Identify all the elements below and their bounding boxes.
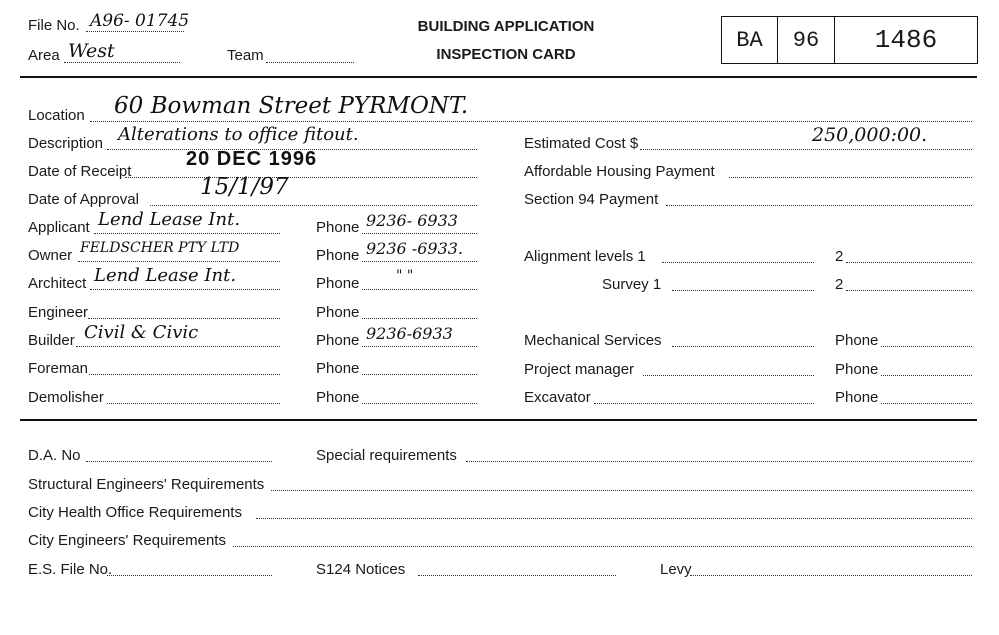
applicant-phone-label: Phone (316, 219, 360, 236)
survey-1-line (672, 290, 814, 291)
survey-2-label: 2 (835, 276, 844, 293)
card-title-line1: BUILDING APPLICATION (417, 18, 595, 35)
location-line (90, 121, 972, 122)
alignment-2-line (846, 262, 972, 263)
special-requirements-line (466, 461, 972, 462)
da-no-label: D.A. No (28, 447, 81, 464)
description-value: Alterations to office fitout. (118, 124, 359, 145)
demolisher-phone-line (362, 403, 477, 404)
owner-line (78, 261, 280, 262)
builder-phone-value: 9236-6933 (366, 324, 453, 343)
owner-phone-value: 9236 -6933. (366, 239, 464, 258)
project-manager-line (643, 375, 814, 376)
ref-year: 96 (778, 17, 835, 63)
ref-prefix: BA (722, 17, 778, 63)
receipt-date-stamp: 20 DEC 1996 (186, 148, 318, 170)
approval-label: Date of Approval (28, 191, 139, 208)
excavator-line (594, 403, 814, 404)
survey-label: Survey 1 (602, 276, 662, 293)
header-divider (20, 76, 977, 78)
owner-phone-label: Phone (316, 247, 360, 264)
excavator-phone-line (881, 403, 972, 404)
description-label: Description (28, 135, 104, 152)
architect-phone-line (362, 289, 477, 290)
builder-value: Civil & Civic (84, 322, 199, 343)
architect-label: Architect (28, 275, 87, 292)
da-no-line (86, 461, 272, 462)
city-engineers-line (233, 546, 972, 547)
engineer-line (88, 318, 280, 319)
applicant-phone-value: 9236- 6933 (366, 211, 458, 230)
requirements-divider (20, 419, 977, 421)
applicant-line (94, 233, 280, 234)
receipt-label: Date of Receipt (28, 163, 132, 180)
file-no-label: File No. (28, 17, 80, 34)
ref-number: 1486 (874, 25, 938, 55)
survey-2-line (846, 290, 972, 291)
mechanical-services-label: Mechanical Services (524, 332, 662, 349)
applicant-label: Applicant (28, 219, 90, 236)
demolisher-line (107, 403, 280, 404)
excavator-phone-label: Phone (835, 389, 879, 406)
structural-engineers-label: Structural Engineers' Requirements (28, 476, 265, 493)
affordable-housing-label: Affordable Housing Payment (524, 163, 715, 180)
affordable-housing-line (729, 177, 972, 178)
es-file-line (107, 575, 272, 576)
owner-value: FELDSCHER PTY LTD (80, 240, 240, 256)
architect-phone-ditto: " " (396, 268, 414, 284)
alignment-levels-label: Alignment levels 1 (524, 248, 646, 265)
applicant-value: Lend Lease Int. (98, 209, 241, 230)
alignment-2-label: 2 (835, 248, 844, 265)
alignment-1-line (662, 262, 814, 263)
receipt-line (125, 177, 477, 178)
mechanical-phone-label: Phone (835, 332, 879, 349)
engineer-label: Engineer (28, 304, 89, 321)
location-label: Location (28, 107, 85, 124)
mechanical-phone-line (881, 346, 972, 347)
team-line (266, 62, 354, 63)
levy-label: Levy (660, 561, 692, 578)
card-title-line2: INSPECTION CARD (436, 46, 576, 63)
mechanical-services-line (672, 346, 814, 347)
estimated-cost-line (640, 149, 972, 150)
owner-phone-line (362, 261, 477, 262)
special-requirements-label: Special requirements (316, 447, 457, 464)
foreman-line (89, 374, 280, 375)
builder-phone-line (362, 346, 477, 347)
builder-phone-label: Phone (316, 332, 360, 349)
city-health-label: City Health Office Requirements (28, 504, 242, 521)
location-value: 60 Bowman Street PYRMONT. (114, 93, 469, 119)
area-label: Area (28, 47, 60, 64)
engineer-phone-label: Phone (316, 304, 360, 321)
project-manager-label: Project manager (524, 361, 635, 378)
s124-notices-label: S124 Notices (316, 561, 406, 578)
demolisher-label: Demolisher (28, 389, 104, 406)
project-manager-phone-line (881, 375, 972, 376)
es-file-label: E.S. File No. (28, 561, 113, 578)
applicant-phone-line (362, 233, 477, 234)
city-health-line (256, 518, 972, 519)
levy-line (690, 575, 972, 576)
area-line (64, 62, 180, 63)
builder-line (76, 346, 280, 347)
project-manager-phone-label: Phone (835, 361, 879, 378)
foreman-label: Foreman (28, 360, 89, 377)
area-value: West (68, 40, 115, 62)
foreman-phone-label: Phone (316, 360, 360, 377)
architect-phone-label: Phone (316, 275, 360, 292)
team-label: Team (227, 47, 264, 64)
excavator-label: Excavator (524, 389, 591, 406)
reference-box (721, 16, 978, 64)
builder-label: Builder (28, 332, 75, 349)
structural-engineers-line (271, 490, 972, 491)
demolisher-phone-label: Phone (316, 389, 360, 406)
section94-line (666, 205, 972, 206)
foreman-phone-line (362, 374, 477, 375)
section94-label: Section 94 Payment (524, 191, 659, 208)
owner-label: Owner (28, 247, 73, 264)
city-engineers-label: City Engineers' Requirements (28, 532, 226, 549)
architect-value: Lend Lease Int. (94, 265, 237, 286)
file-no-value: A96- 01745 (90, 11, 190, 31)
engineer-phone-line (362, 318, 477, 319)
estimated-cost-value: 250,000:00. (812, 124, 928, 146)
architect-line (90, 289, 280, 290)
approval-value: 15/1/97 (200, 174, 289, 200)
file-no-line (86, 31, 184, 32)
approval-line (150, 205, 477, 206)
estimated-cost-label: Estimated Cost $ (524, 135, 639, 152)
s124-notices-line (418, 575, 616, 576)
